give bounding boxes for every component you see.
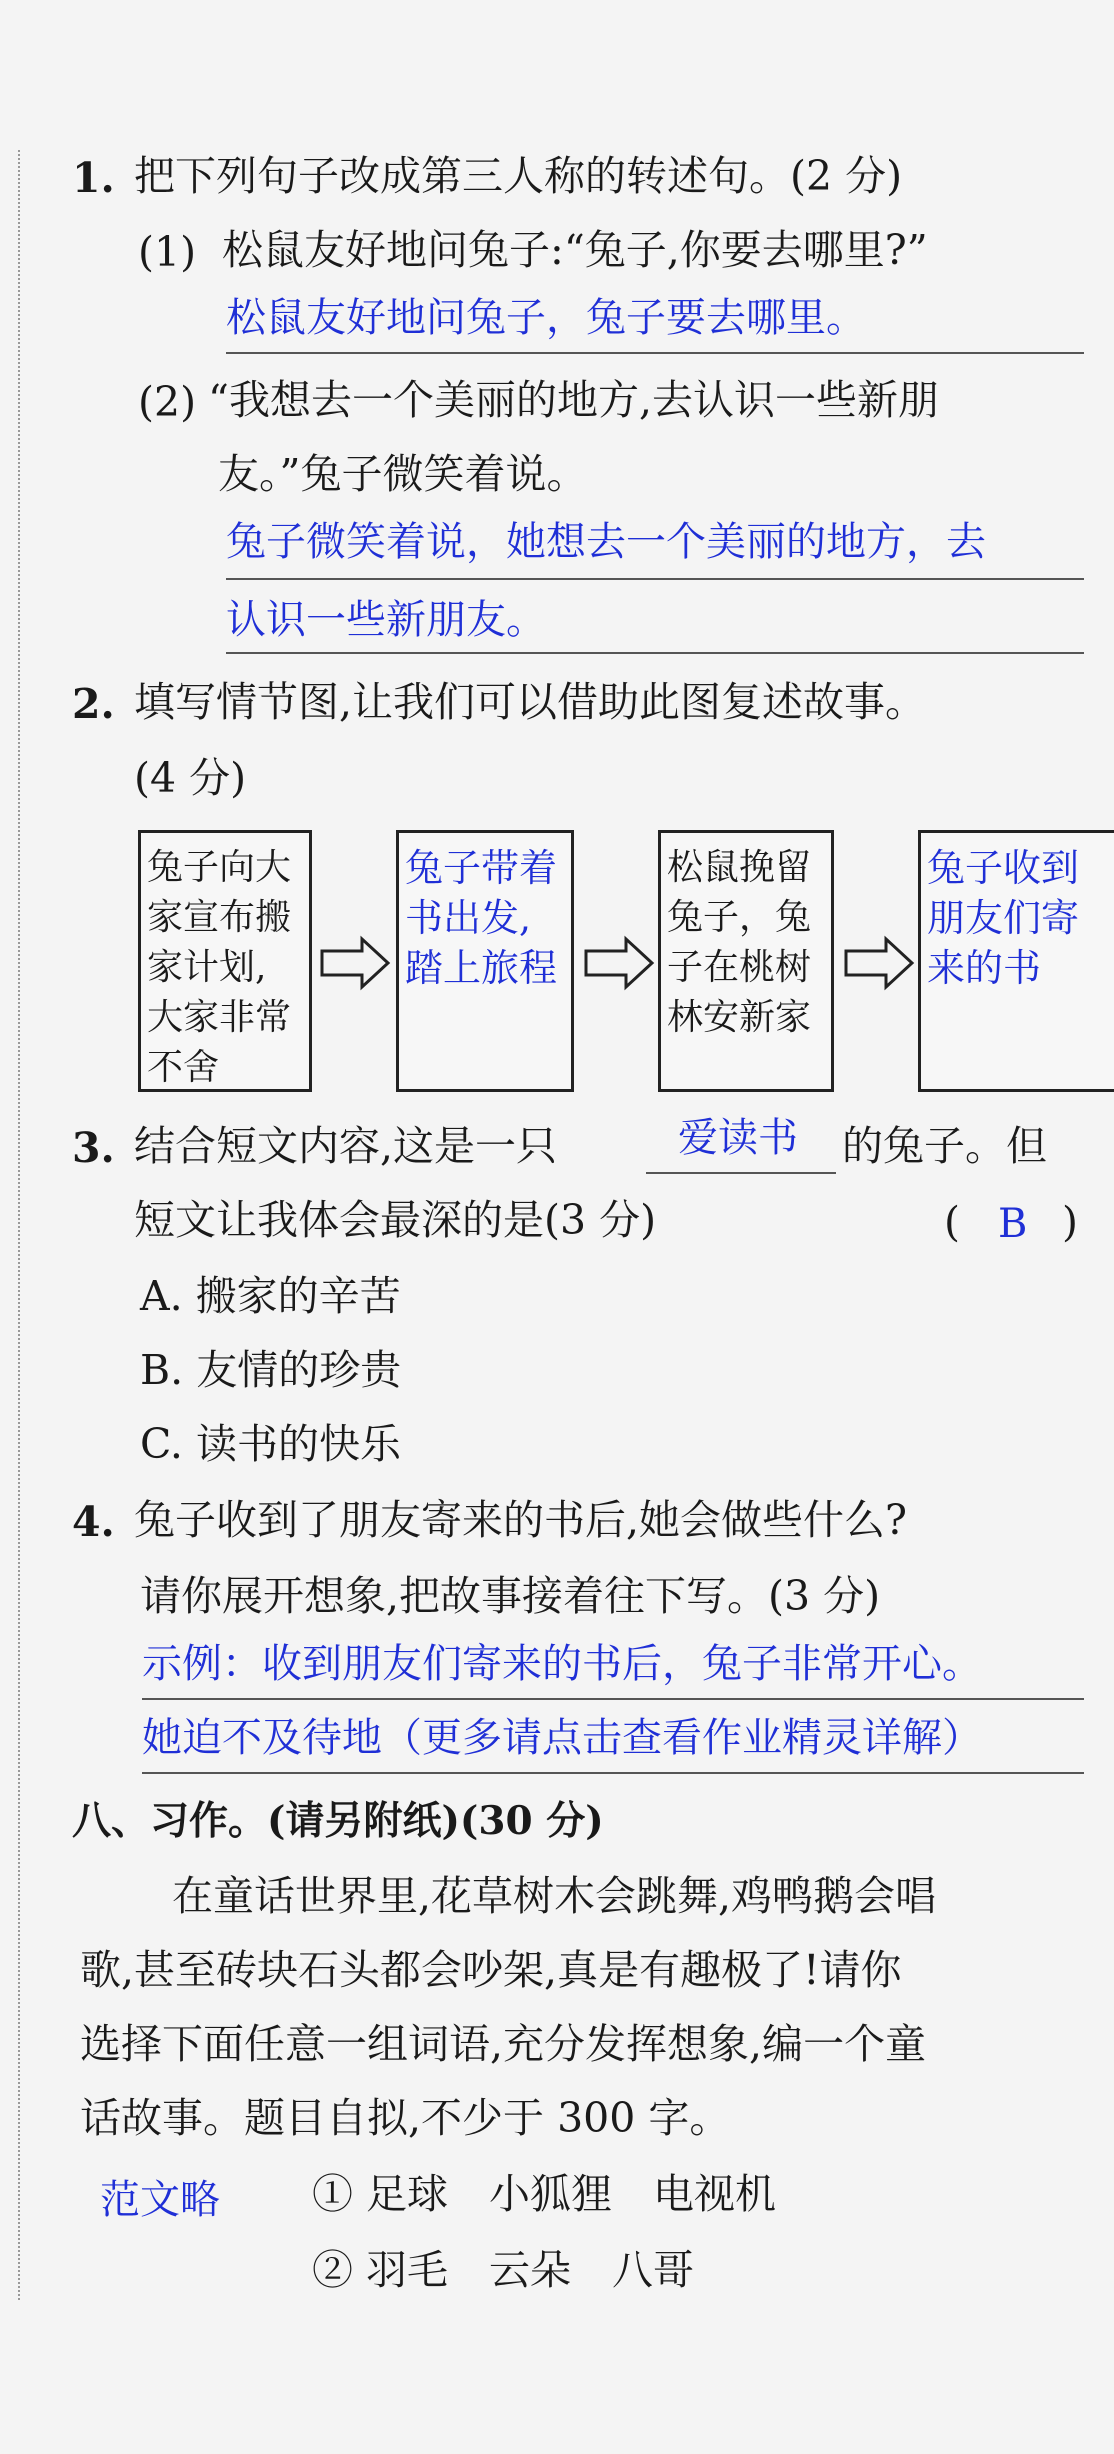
q3-prompt-b: 的兔子。但 [842, 1122, 1047, 1170]
q3-option-a: A. 搬家的辛苦 [140, 1272, 401, 1320]
section8-para-line1: 在童话世界里,花草树木会跳舞,鸡鸭鹅会唱 [172, 1872, 937, 1920]
section8-para-line2: 歌,甚至砖块石头都会吵架,真是有趣极了!请你 [80, 1946, 902, 1994]
q1-sub2-answer-line2: 认识一些新朋友。 [226, 597, 546, 643]
section8-word-group-1: ① 足球 小狐狸 电视机 [312, 2170, 777, 2218]
section8-word-group-2: ② 羽毛 云朵 八哥 [312, 2246, 695, 2294]
plot-box-3: 松鼠挽留 兔子，兔 子在桃树 林安新家 [658, 830, 834, 1092]
section8-answer: 范文略 [100, 2177, 220, 2223]
section8-para-line3: 选择下面任意一组词语,充分发挥想象,编一个童 [80, 2020, 927, 2068]
plot-box-4: 兔子收到 朋友们寄 来的书 [918, 830, 1114, 1092]
plot-arrow-1-icon [318, 935, 392, 991]
q4-answer-line1: 示例：收到朋友们寄来的书后，兔子非常开心。 [142, 1641, 982, 1687]
q3-paren-close: ) [1062, 1198, 1078, 1246]
binding-margin-rule [18, 150, 20, 2300]
q4-answer-line2: 她迫不及待地（更多请点击查看作业精灵详解） [142, 1715, 982, 1761]
section8-heading: 八、习作。(请另附纸)(30 分) [72, 1798, 604, 1844]
q1-sub1-answer-line [226, 352, 1084, 354]
q1-sub2-answer-rule2 [226, 652, 1084, 654]
section8-para-line4: 话故事。题目自拟,不少于 300 字。 [80, 2094, 731, 2142]
q4-prompt-line1: 兔子收到了朋友寄来的书后,她会做些什么? [134, 1496, 908, 1544]
plot-box-1: 兔子向大 家宣布搬 家计划, 大家非常 不舍 [138, 830, 312, 1092]
q3-paren-open: ( [944, 1198, 960, 1246]
q3-option-c: C. 读书的快乐 [140, 1420, 401, 1468]
q2-number: 2. [72, 680, 115, 728]
q3-choice-answer: B [998, 1201, 1028, 1247]
q3-number: 3. [72, 1124, 115, 1172]
q1-sub2-answer-rule1 [226, 578, 1084, 580]
q3-blank-line [646, 1172, 836, 1174]
q1-number: 1. [72, 154, 115, 202]
q4-answer-rule2 [142, 1772, 1084, 1774]
q3-blank-answer: 爱读书 [678, 1115, 798, 1161]
q1-sub1-answer: 松鼠友好地问兔子，兔子要去哪里。 [226, 295, 866, 341]
plot-box-2: 兔子带着 书出发, 踏上旅程 [396, 830, 574, 1092]
q4-prompt-line2: 请你展开想象,把故事接着往下写。(3 分) [140, 1572, 881, 1620]
q1-sub1-label: (1) [138, 228, 197, 276]
q3-option-b: B. 友情的珍贵 [140, 1346, 402, 1394]
q4-answer-rule1 [142, 1698, 1084, 1700]
q2-prompt: 填写情节图,让我们可以借助此图复述故事。 [134, 678, 927, 726]
q3-prompt-line2: 短文让我体会最深的是(3 分) [134, 1196, 657, 1244]
q1-sub2-text-line2: 友。”兔子微笑着说。 [218, 450, 588, 498]
q1-sub2-label: (2) [138, 378, 197, 426]
q1-sub1-text: 松鼠友好地问兔子:“兔子,你要去哪里?” [222, 226, 928, 274]
q3-prompt-a: 结合短文内容,这是一只 [134, 1122, 558, 1170]
plot-arrow-2-icon [582, 935, 656, 991]
q1-sub2-answer-line1: 兔子微笑着说，她想去一个美丽的地方，去 [226, 519, 986, 565]
q1-prompt: 把下列句子改成第三人称的转述句。(2 分) [134, 152, 903, 200]
plot-arrow-3-icon [842, 935, 916, 991]
q1-sub2-text-line1: “我想去一个美丽的地方,去认识一些新朋 [208, 376, 939, 424]
q2-score: (4 分) [134, 754, 247, 802]
q4-number: 4. [72, 1498, 115, 1546]
